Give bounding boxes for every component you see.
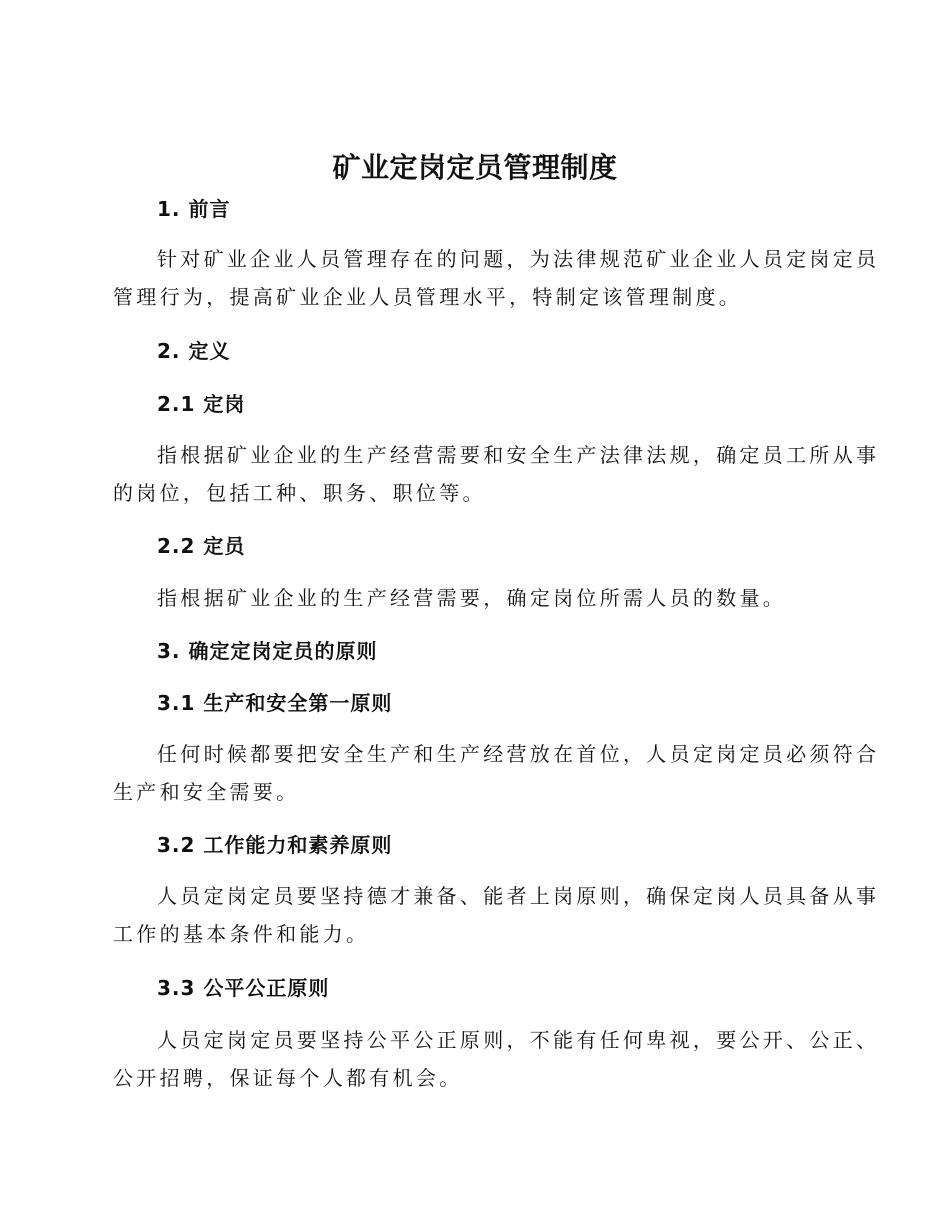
paragraph-line: 指根据矿业企业的生产经营需要和安全生产法律法规，确定员工所从事 xyxy=(157,443,880,467)
document-title: 矿业定岗定员管理制度 xyxy=(332,151,618,184)
paragraph-line: 的岗位，包括工种、职务、职位等。 xyxy=(113,481,486,505)
section-heading-2: 2. 定义 xyxy=(157,339,231,363)
paragraph-line: 指根据矿业企业的生产经营需要，确定岗位所需人员的数量。 xyxy=(157,586,787,610)
paragraph-line: 人员定岗定员要坚持公平公正原则，不能有任何卑视，要公开、公正、 xyxy=(157,1028,880,1052)
paragraph-line: 管理行为，提高矿业企业人员管理水平，特制定该管理制度。 xyxy=(113,285,743,309)
section-heading-2-1: 2.1 定岗 xyxy=(157,392,246,416)
paragraph-line: 针对矿业企业人员管理存在的问题，为法律规范矿业企业人员定岗定员 xyxy=(157,247,880,271)
section-paragraph-2-1 xyxy=(113,436,880,512)
section-heading-3-3: 3.3 公平公正原则 xyxy=(157,976,330,1000)
section-heading-2-2: 2.2 定员 xyxy=(157,534,246,558)
section-paragraph-3-1 xyxy=(113,735,880,811)
section-heading-3: 3. 确定定岗定员的原则 xyxy=(157,639,378,663)
paragraph-line: 生产和安全需要。 xyxy=(113,780,300,804)
section-paragraph-1 xyxy=(113,240,880,316)
paragraph-line: 工作的基本条件和能力。 xyxy=(113,922,370,946)
section-paragraph-3-3 xyxy=(113,1021,880,1097)
paragraph-line: 公开招聘，保证每个人都有机会。 xyxy=(113,1066,463,1090)
section-heading-1: 1. 前言 xyxy=(157,197,231,221)
section-heading-3-2: 3.2 工作能力和素养原则 xyxy=(157,833,393,857)
section-paragraph-3-2 xyxy=(113,877,880,953)
section-heading-3-1: 3.1 生产和安全第一原则 xyxy=(157,691,393,715)
paragraph-line: 人员定岗定员要坚持德才兼备、能者上岗原则，确保定岗人员具备从事 xyxy=(157,884,880,908)
section-paragraph-2-2 xyxy=(113,579,833,617)
paragraph-line: 任何时候都要把安全生产和生产经营放在首位，人员定岗定员必须符合 xyxy=(157,742,880,766)
